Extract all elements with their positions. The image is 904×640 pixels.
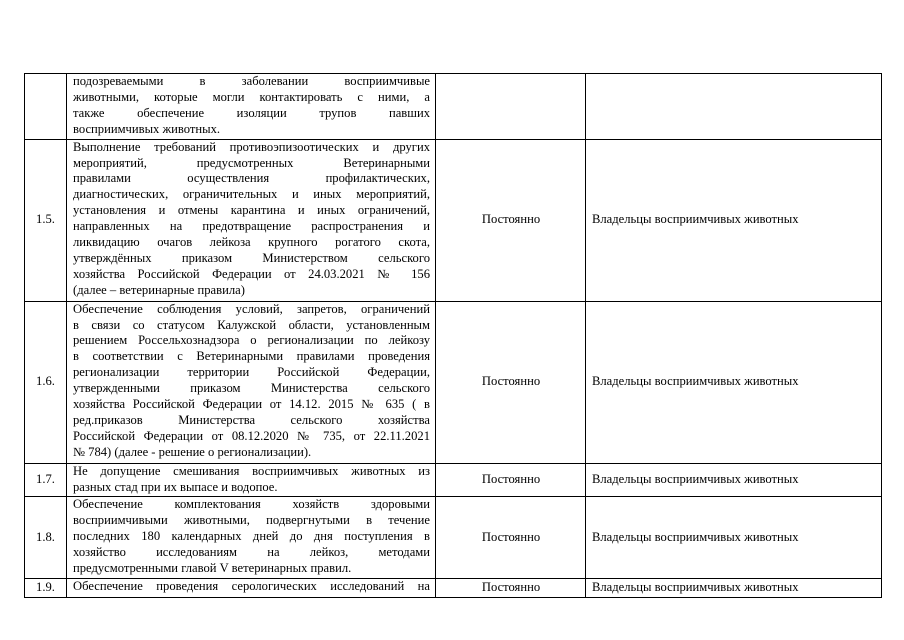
text-line: правилами осуществления профилактических, — [73, 171, 430, 186]
text-line: подозреваемыми в заболевании восприимчивые — [73, 74, 430, 88]
text-line: диагностических, ограничительных и иных мероприятий, — [73, 187, 430, 202]
measure-text — [67, 139, 436, 301]
table-row — [25, 301, 882, 463]
measure-text — [67, 74, 436, 140]
text-line: также обеспечение изоляции трупов павших — [73, 105, 430, 120]
row-number: 1.5. — [25, 139, 67, 301]
text-line: Обеспечение соблюдения условий, запретов, ограничений — [73, 301, 430, 316]
term-cell — [436, 74, 586, 140]
text-line: мероприятий, предусмотренных Ветеринарными — [73, 155, 430, 170]
responsible-cell: Владельцы восприимчивых животных — [586, 463, 882, 497]
row-number — [25, 74, 67, 140]
row-number: 1.7. — [25, 463, 67, 497]
responsible-cell: Владельцы восприимчивых животных — [586, 139, 882, 301]
responsible-cell: Владельцы восприимчивых животных — [586, 578, 882, 597]
text-line: восприимчивых животных. — [73, 121, 221, 136]
table-row — [25, 497, 882, 579]
text-line: в соответствии с Ветеринарными правилами проведения — [73, 349, 430, 364]
term-cell: Постоянно — [436, 497, 586, 579]
table-row — [25, 463, 882, 497]
measure-text — [67, 578, 436, 597]
text-line: Обеспечение проведения серологических исследований на — [73, 578, 430, 593]
text-line: восприимчивыми животными, подвергнутыми в течение — [73, 513, 430, 528]
text-line: ликвидацию очагов лейкоза крупного рогатого скота, — [73, 235, 430, 250]
text-line: утверждённых приказом Министерством сельского — [73, 250, 430, 265]
text-line: регионализации территории Российской Федерации, — [73, 365, 430, 380]
text-line: хозяйства Российской Федерации от 24.03.2021 № 156 — [73, 266, 430, 281]
responsible-cell: Владельцы восприимчивых животных — [586, 301, 882, 463]
table-row — [25, 74, 882, 140]
measure-text — [67, 301, 436, 463]
measure-text — [67, 497, 436, 579]
text-line: установления и отмены карантина и иных ограничений, — [73, 203, 430, 218]
text-line: Не допущение смешивания восприимчивых животных из — [73, 463, 430, 478]
row-number: 1.9. — [25, 578, 67, 597]
term-cell: Постоянно — [436, 463, 586, 497]
text-line: животными, которые могли контактировать с ними, а — [73, 89, 430, 104]
text-line: Обеспечение комплектования хозяйств здоровыми — [73, 497, 430, 512]
text-line: разных стад при их выпасе и водопое. — [73, 479, 278, 494]
term-cell: Постоянно — [436, 578, 586, 597]
table-row — [25, 139, 882, 301]
responsible-cell — [586, 74, 882, 140]
term-cell: Постоянно — [436, 301, 586, 463]
text-line: предусмотренными главой V ветеринарных правил. — [73, 561, 352, 576]
measures-table — [24, 73, 882, 598]
text-line: последних 180 календарных дней до дня поступления в — [73, 529, 430, 544]
text-line: направленных на предотвращение распространения и — [73, 219, 430, 234]
text-line: хозяйства Российской Федерации от 14.12. 2015 № 635 ( в — [73, 397, 430, 412]
row-number: 1.8. — [25, 497, 67, 579]
text-line: в связи со статусом Калужской области, установленным — [73, 317, 430, 332]
text-line: Российской Федерации от 08.12.2020 № 735, от 22.11.2021 — [73, 428, 430, 443]
text-line: Выполнение требований противоэпизоотических и других — [73, 139, 430, 154]
responsible-cell: Владельцы восприимчивых животных — [586, 497, 882, 579]
table-row — [25, 578, 882, 597]
text-line: хозяйство исследованиям на лейкоз, методами — [73, 545, 430, 560]
measure-text — [67, 463, 436, 497]
text-line: (далее – ветеринарные правила) — [73, 282, 245, 297]
row-number: 1.6. — [25, 301, 67, 463]
text-line: № 784) (далее - решение о регионализации). — [73, 444, 312, 459]
text-line: ред.приказов Министерства сельского хозяйства — [73, 412, 430, 427]
text-line: решением Россельхознадзора о регионализации по лейкозу — [73, 333, 430, 348]
text-line: утвержденными приказом Министерства сельского — [73, 381, 430, 396]
term-cell: Постоянно — [436, 139, 586, 301]
